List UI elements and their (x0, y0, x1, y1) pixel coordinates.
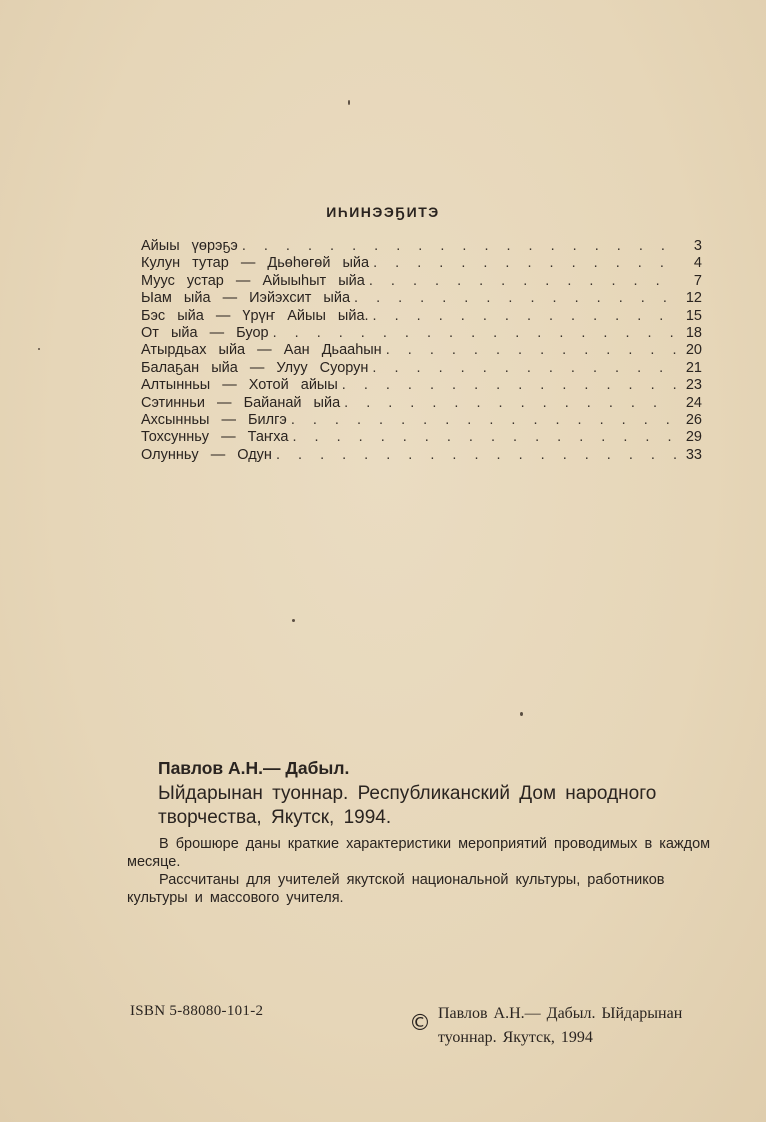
toc-entry-title: Муус устар — Айыыһыт ыйа (141, 272, 365, 289)
copyright-line: туоннар. Якутск, 1994 (438, 1029, 593, 1046)
toc-dot-leader (373, 255, 676, 272)
toc-entry-page: 15 (685, 307, 702, 324)
toc-heading: ИҺИНЭЭҔИТЭ (326, 204, 440, 220)
toc-entry (141, 447, 702, 464)
toc-entry-title: Балаҕан ыйа — Улуу Суорун (141, 359, 369, 376)
toc-entry-title: Ыам ыйа — Иэйэхсит ыйа (141, 290, 351, 307)
toc-entry-title: От ыйа — Буор (141, 324, 269, 341)
toc-entry (141, 290, 702, 307)
toc-dot-leader (276, 447, 676, 464)
toc-entry (141, 325, 702, 342)
toc-entry (141, 238, 702, 255)
toc-dot-leader (369, 273, 676, 290)
toc-entry-page: 12 (685, 290, 702, 307)
toc-entry (141, 342, 702, 359)
toc-entry-page: 4 (693, 255, 702, 272)
toc-entry-title: Алтынньы — Хотой айыы (141, 377, 338, 394)
toc-dot-leader (354, 290, 676, 307)
paper-speck (520, 712, 523, 716)
author-title: Павлов А.Н.— Дабыл. (158, 758, 350, 778)
toc-entry-page: 26 (685, 411, 702, 428)
annotation (127, 835, 717, 907)
toc-dot-leader (242, 238, 676, 255)
toc-entry (141, 360, 702, 377)
toc-dot-leader (273, 325, 676, 342)
toc-entry-page: 24 (685, 394, 702, 411)
toc-entry-page: 21 (685, 359, 702, 376)
toc-entry-title: Кулун тутар — Дьөһөгөй ыйа (141, 255, 370, 272)
annotation-paragraph: В брошюре даны краткие характеристики мероприятий проводимых в каждом месяце. (127, 836, 711, 870)
paper-speck (38, 348, 40, 350)
toc-entry-page: 7 (693, 272, 702, 289)
copyright-line: Павлов А.Н.— Дабыл. Ыйдарынан (438, 1005, 683, 1022)
toc-dot-leader (292, 429, 676, 446)
toc-dot-leader (373, 308, 676, 325)
paper-speck (348, 100, 350, 105)
toc-dot-leader (386, 342, 676, 359)
toc-entry-title: Бэс ыйа — Үрүҥ Айыы ыйа. (141, 307, 369, 324)
toc-entry (141, 273, 702, 290)
toc-entry (141, 255, 702, 272)
toc-dot-leader (344, 395, 676, 412)
toc-entry (141, 429, 702, 446)
toc-dot-leader (291, 412, 676, 429)
copyright-notice (438, 1002, 728, 1050)
toc-entry-title: Олунньу — Одун (141, 446, 272, 463)
table-of-contents (141, 238, 702, 464)
toc-entry-title: Сэтинньи — Байанай ыйа (141, 394, 341, 411)
bibliographic-record (130, 758, 720, 830)
toc-entry-page: 18 (685, 324, 702, 341)
toc-entry (141, 377, 702, 394)
toc-entry-title: Айыы үөрэҕэ (141, 238, 238, 254)
publication-info: Ыйдарынан туоннар. Республиканский Дом народного творчества, Якутск, 1994. (158, 783, 657, 828)
toc-entry-page: 33 (685, 446, 702, 463)
toc-dot-leader (372, 360, 676, 377)
toc-entry-title: Тохсунньу — Таҥха (141, 429, 289, 446)
toc-entry-page: 3 (693, 238, 702, 254)
toc-entry (141, 308, 702, 325)
paper-speck (292, 619, 295, 622)
toc-entry-page: 20 (685, 342, 702, 359)
toc-entry-page: 23 (685, 377, 702, 394)
toc-entry (141, 412, 702, 429)
copyright-icon: © (409, 1011, 431, 1036)
toc-entry (141, 395, 702, 412)
toc-dot-leader (342, 377, 676, 394)
annotation-paragraph: Рассчитаны для учителей якутской национальной культуры, работников культуры и массового учителя. (127, 872, 665, 906)
isbn: ISBN 5-88080-101-2 (130, 1003, 264, 1019)
toc-entry-page: 29 (685, 429, 702, 446)
toc-entry-title: Ахсынньы — Билгэ (141, 411, 287, 428)
toc-entry-title: Атырдьах ыйа — Аан Дьааһын (141, 342, 382, 359)
